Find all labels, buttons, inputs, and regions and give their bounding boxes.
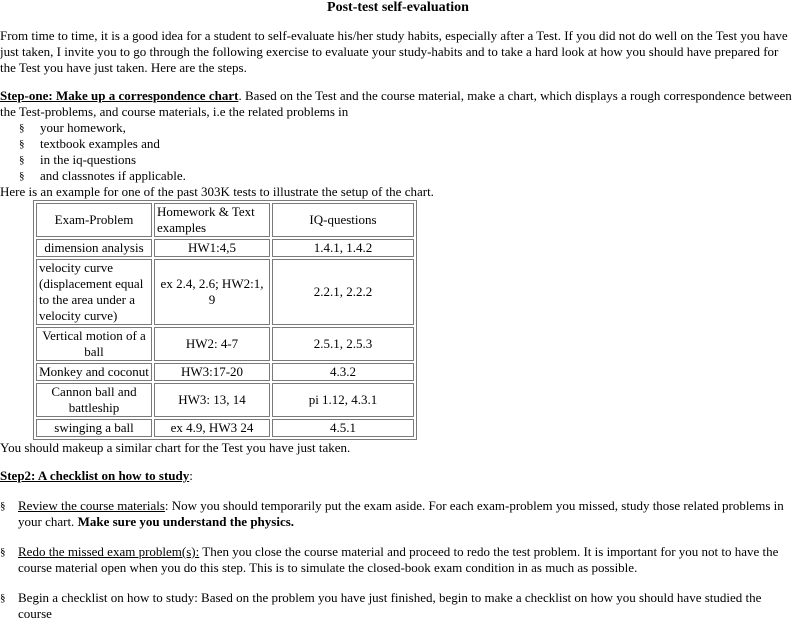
table-cell: HW2: 4-7 bbox=[154, 327, 270, 361]
table-cell: ex 2.4, 2.6; HW2:1, 9 bbox=[154, 259, 270, 325]
table-row bbox=[36, 239, 414, 257]
list-item-text: and classnotes if applicable. bbox=[40, 168, 186, 183]
table-header-cell: Homework & Text examples bbox=[154, 203, 270, 237]
step-one-text: . Based on the Test and the course material, make a chart, which displays a rough correspondence between the Test-problems, and course materials, i.e the related problems in bbox=[0, 88, 792, 119]
table-cell: ex 4.9, HW3 24 bbox=[154, 419, 270, 437]
section-bullet-icon: § bbox=[0, 546, 6, 558]
table-cell: 1.4.1, 1.4.2 bbox=[272, 239, 414, 257]
section-bullet-icon: § bbox=[0, 500, 6, 512]
step-one-paragraph bbox=[0, 88, 792, 120]
section-bullet-icon: § bbox=[19, 138, 25, 150]
section-bullet-icon: § bbox=[19, 170, 25, 182]
related-materials-list bbox=[0, 120, 796, 184]
table-cell: dimension analysis bbox=[36, 239, 152, 257]
table-cell: HW1:4,5 bbox=[154, 239, 270, 257]
table-cell: 2.5.1, 2.5.3 bbox=[272, 327, 414, 361]
list-item bbox=[0, 120, 796, 136]
table-cell: pi 1.12, 4.3.1 bbox=[272, 383, 414, 417]
table-row bbox=[36, 327, 414, 361]
list-item bbox=[0, 136, 796, 152]
list-item bbox=[0, 168, 796, 184]
table-header-cell: IQ-questions bbox=[272, 203, 414, 237]
step-one-heading: Step-one: Make up a correspondence chart bbox=[0, 88, 239, 103]
checklist-item-text: : Now you should temporarily put the exam aside. For each exam-problem you missed, study those related problems in your chart. bbox=[18, 498, 784, 529]
checklist-item-review bbox=[0, 498, 792, 530]
page-title: Post-test self-evaluation bbox=[327, 0, 469, 15]
checklist-item-lead: Review the course materials bbox=[18, 498, 165, 513]
table-cell: 4.3.2 bbox=[272, 363, 414, 381]
checklist-item-text: Begin a checklist on how to study: Based on the problem you have just finished, begin to make a checklist on how you should have studied the course bbox=[18, 590, 762, 621]
table-cell: Monkey and coconut bbox=[36, 363, 152, 381]
list-item bbox=[0, 152, 796, 168]
section-bullet-icon: § bbox=[19, 122, 25, 134]
table-cell: velocity curve (displacement equal to the area under a velocity curve) bbox=[36, 259, 152, 325]
table-cell: HW3:17-20 bbox=[154, 363, 270, 381]
table-cell: swinging a ball bbox=[36, 419, 152, 437]
checklist-item-begin bbox=[0, 590, 792, 622]
correspondence-chart-table bbox=[33, 200, 417, 440]
table-row bbox=[36, 363, 414, 381]
table-header-row bbox=[36, 203, 414, 237]
step-two-paragraph bbox=[0, 468, 796, 484]
list-item-text: your homework, bbox=[40, 120, 126, 135]
table-row bbox=[36, 259, 414, 325]
section-bullet-icon: § bbox=[19, 154, 25, 166]
step-two-heading: Step2: A checklist on how to study bbox=[0, 468, 190, 483]
checklist-item-lead: Redo the missed exam problem(s): bbox=[18, 544, 200, 559]
list-item-text: textbook examples and bbox=[40, 136, 160, 151]
table-cell: Cannon ball and battleship bbox=[36, 383, 152, 417]
table-row bbox=[36, 383, 414, 417]
after-chart-text: You should makeup a similar chart for the Test you have just taken. bbox=[0, 440, 351, 455]
checklist-item-redo bbox=[0, 544, 792, 576]
table-header-cell: Exam-Problem bbox=[36, 203, 152, 237]
intro-paragraph: From time to time, it is a good idea for a student to self-evaluate his/her study habits, especially after a Test. If you did not do well on the Test you have just taken, I invite you to go through the following exercise to evaluate your study-habits and to take a hard look at how you should have prepared for the Test you have just taken. Here are the steps. bbox=[0, 28, 788, 75]
table-cell: Vertical motion of a ball bbox=[36, 327, 152, 361]
table-cell: HW3: 13, 14 bbox=[154, 383, 270, 417]
step-two-colon: : bbox=[189, 468, 193, 483]
table-cell: 2.2.1, 2.2.2 bbox=[272, 259, 414, 325]
section-bullet-icon: § bbox=[0, 592, 6, 604]
table-row bbox=[36, 419, 414, 437]
checklist-item-text: Then you close the course material and proceed to redo the test problem. It is important for you not to have the course material open when you do this step. This is to simulate the closed-book exam condition in as much as possible. bbox=[18, 544, 779, 575]
example-intro: Here is an example for one of the past 303K tests to illustrate the setup of the chart. bbox=[0, 184, 434, 199]
checklist-item-emphasis: Make sure you understand the physics. bbox=[77, 514, 295, 529]
table-cell: 4.5.1 bbox=[272, 419, 414, 437]
list-item-text: in the iq-questions bbox=[40, 152, 137, 167]
